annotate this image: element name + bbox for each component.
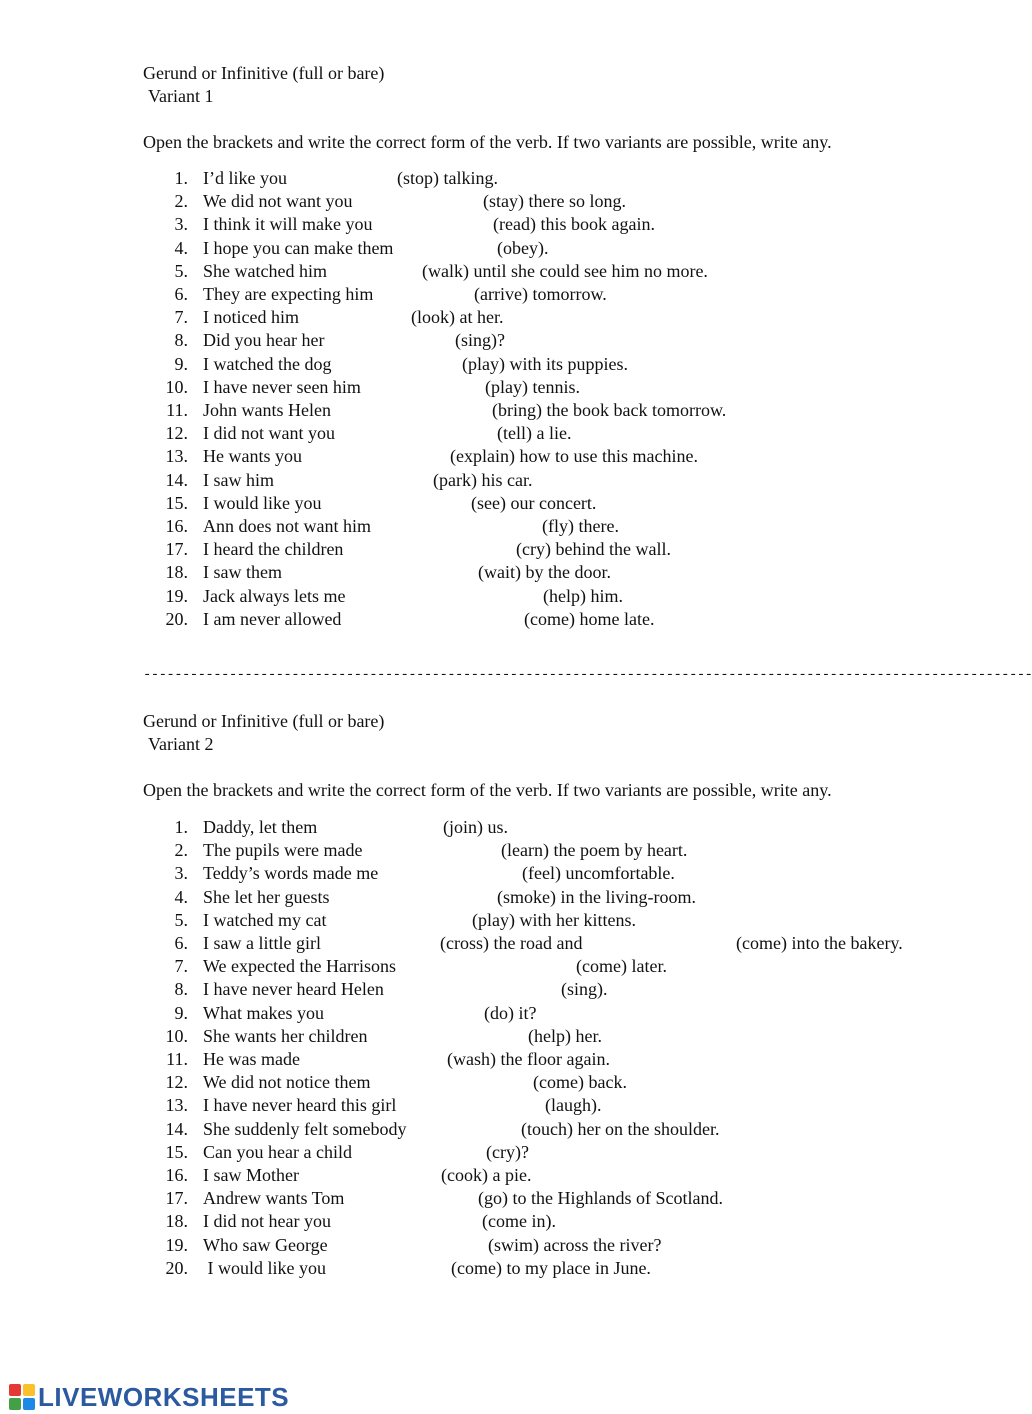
item-verb-prompt: (fly) there. [542, 516, 619, 536]
item-stem: I have never seen him [203, 377, 361, 397]
item-stem: What makes you [203, 1003, 324, 1023]
item-stem: Daddy, let them [203, 817, 318, 837]
item-number: 19. [165, 1235, 188, 1255]
item-verb-prompt-2: (come) into the bakery. [736, 933, 903, 953]
item-verb-prompt: (wait) by the door. [478, 562, 611, 582]
item-verb-prompt: (obey). [497, 238, 549, 258]
exercise-item [0, 1071, 1000, 1093]
exercise-item [0, 1210, 1000, 1232]
item-number: 11. [166, 400, 188, 420]
item-verb-prompt: (do) it? [484, 1003, 537, 1023]
item-verb-prompt: (sing)? [455, 330, 505, 350]
item-number: 14. [165, 1119, 188, 1139]
item-stem: Did you hear her [203, 330, 325, 350]
exercise-item [0, 422, 1000, 444]
exercise-item [0, 260, 1000, 282]
exercise-item [0, 469, 1000, 491]
item-stem: I have never heard Helen [203, 979, 384, 999]
item-stem: Teddy’s words made me [203, 863, 379, 883]
item-number: 8. [174, 330, 188, 350]
item-verb-prompt: (walk) until she could see him no more. [422, 261, 708, 281]
worksheet-title-variant-2: Gerund or Infinitive (full or bare) [143, 711, 385, 731]
exercise-item [0, 190, 1000, 212]
item-stem: I would like you [203, 493, 322, 513]
item-number: 12. [165, 1072, 188, 1092]
item-verb-prompt: (swim) across the river? [488, 1235, 662, 1255]
item-verb-prompt: (play) tennis. [485, 377, 580, 397]
item-number: 20. [165, 609, 188, 629]
exercise-item [0, 213, 1000, 235]
item-number: 2. [174, 840, 188, 860]
item-verb-prompt: (touch) her on the shoulder. [521, 1119, 720, 1139]
instruction-variant-2: Open the brackets and write the correct form of the verb. If two variants are possible, write any. [143, 780, 832, 800]
item-stem: She let her guests [203, 887, 330, 907]
exercise-item [0, 306, 1000, 328]
item-number: 4. [174, 238, 188, 258]
exercise-item [0, 237, 1000, 259]
item-verb-prompt: (play) with her kittens. [472, 910, 636, 930]
item-stem: John wants Helen [203, 400, 331, 420]
item-verb-prompt: (cross) the road and [440, 933, 583, 953]
item-verb-prompt: (sing). [561, 979, 608, 999]
exercise-item [0, 909, 1000, 931]
item-verb-prompt: (cry) behind the wall. [516, 539, 671, 559]
exercise-item [0, 1048, 1000, 1070]
item-stem: Andrew wants Tom [203, 1188, 345, 1208]
item-stem: She suddenly felt somebody [203, 1119, 407, 1139]
item-number: 7. [174, 307, 188, 327]
exercise-item [0, 1025, 1000, 1047]
instruction-variant-1: Open the brackets and write the correct form of the verb. If two variants are possible, write any. [143, 132, 832, 152]
item-verb-prompt: (smoke) in the living-room. [497, 887, 696, 907]
item-stem: He wants you [203, 446, 302, 466]
item-number: 16. [165, 1165, 188, 1185]
item-verb-prompt: (look) at her. [411, 307, 504, 327]
item-stem: I hope you can make them [203, 238, 394, 258]
item-number: 11. [166, 1049, 188, 1069]
item-stem: He was made [203, 1049, 300, 1069]
item-number: 5. [174, 910, 188, 930]
item-stem: I saw them [203, 562, 282, 582]
item-number: 5. [174, 261, 188, 281]
item-verb-prompt: (come) to my place in June. [451, 1258, 651, 1278]
exercise-item [0, 1234, 1000, 1256]
item-verb-prompt: (cook) a pie. [441, 1165, 532, 1185]
item-number: 1. [174, 817, 188, 837]
item-verb-prompt: (come) home late. [524, 609, 655, 629]
item-stem: I think it will make you [203, 214, 373, 234]
exercise-item [0, 492, 1000, 514]
exercise-item [0, 1118, 1000, 1140]
item-number: 19. [165, 586, 188, 606]
variant-label-2: Variant 2 [148, 734, 214, 754]
item-verb-prompt: (read) this book again. [493, 214, 655, 234]
item-verb-prompt: (cry)? [486, 1142, 529, 1162]
item-verb-prompt: (laugh). [545, 1095, 602, 1115]
exercise-item [0, 816, 1000, 838]
item-stem: Jack always lets me [203, 586, 346, 606]
worksheet-title-variant-1: Gerund or Infinitive (full or bare) [143, 63, 385, 83]
section-divider: ------------------------------------------------------------------------------------------------------------------ [143, 667, 1032, 683]
item-number: 16. [165, 516, 188, 536]
item-verb-prompt: (go) to the Highlands of Scotland. [478, 1188, 723, 1208]
item-number: 10. [165, 1026, 188, 1046]
item-stem: Who saw George [203, 1235, 328, 1255]
item-verb-prompt: (learn) the poem by heart. [501, 840, 688, 860]
item-verb-prompt: (help) her. [528, 1026, 602, 1046]
item-stem: I am never allowed [203, 609, 342, 629]
exercise-item [0, 399, 1000, 421]
item-number: 15. [165, 493, 188, 513]
item-stem: I’d like you [203, 168, 287, 188]
item-stem: She wants her children [203, 1026, 368, 1046]
item-verb-prompt: (see) our concert. [471, 493, 597, 513]
exercise-item [0, 561, 1000, 583]
item-number: 4. [174, 887, 188, 907]
item-stem: She watched him [203, 261, 327, 281]
exercise-item [0, 955, 1000, 977]
item-verb-prompt: (come) later. [576, 956, 667, 976]
item-number: 3. [174, 214, 188, 234]
exercise-item [0, 1002, 1000, 1024]
item-stem: We did not want you [203, 191, 353, 211]
exercise-item [0, 608, 1000, 630]
exercise-item [0, 1094, 1000, 1116]
item-verb-prompt: (stay) there so long. [483, 191, 626, 211]
item-number: 15. [165, 1142, 188, 1162]
logo-text: LIVEWORKSHEETS [38, 1381, 290, 1412]
exercise-item [0, 1257, 1000, 1279]
item-stem: I watched my cat [203, 910, 327, 930]
exercise-item [0, 329, 1000, 351]
exercise-item [0, 839, 1000, 861]
exercise-item [0, 1141, 1000, 1163]
item-verb-prompt: (bring) the book back tomorrow. [492, 400, 727, 420]
item-number: 17. [165, 1188, 188, 1208]
item-verb-prompt: (tell) a lie. [497, 423, 572, 443]
item-number: 13. [165, 446, 188, 466]
item-stem: I have never heard this girl [203, 1095, 397, 1115]
item-stem: We expected the Harrisons [203, 956, 396, 976]
item-stem: I would like you [203, 1258, 326, 1278]
exercise-item [0, 1187, 1000, 1209]
item-number: 2. [174, 191, 188, 211]
exercise-item [0, 932, 1000, 954]
item-number: 1. [174, 168, 188, 188]
item-stem: I saw a little girl [203, 933, 321, 953]
liveworksheets-logo-icon [8, 1383, 36, 1411]
item-number: 13. [165, 1095, 188, 1115]
item-stem: I saw him [203, 470, 274, 490]
exercise-item [0, 1164, 1000, 1186]
item-number: 9. [174, 1003, 188, 1023]
item-verb-prompt: (arrive) tomorrow. [474, 284, 607, 304]
item-number: 14. [165, 470, 188, 490]
item-verb-prompt: (park) his car. [433, 470, 533, 490]
exercise-item [0, 886, 1000, 908]
variant-label-1: Variant 1 [148, 86, 214, 106]
exercise-item [0, 376, 1000, 398]
item-number: 20. [165, 1258, 188, 1278]
item-stem: Can you hear a child [203, 1142, 352, 1162]
item-verb-prompt: (stop) talking. [397, 168, 498, 188]
item-stem: I heard the children [203, 539, 344, 559]
exercise-item [0, 353, 1000, 375]
item-stem: I watched the dog [203, 354, 332, 374]
item-verb-prompt: (explain) how to use this machine. [450, 446, 698, 466]
item-verb-prompt: (help) him. [543, 586, 623, 606]
item-verb-prompt: (come in). [482, 1211, 556, 1231]
item-stem: I did not hear you [203, 1211, 331, 1231]
item-number: 9. [174, 354, 188, 374]
item-number: 17. [165, 539, 188, 559]
item-stem: The pupils were made [203, 840, 363, 860]
item-stem: They are expecting him [203, 284, 374, 304]
item-number: 6. [174, 933, 188, 953]
item-number: 3. [174, 863, 188, 883]
item-stem: We did not notice them [203, 1072, 371, 1092]
item-number: 18. [165, 1211, 188, 1231]
item-stem: I saw Mother [203, 1165, 299, 1185]
liveworksheets-logo [8, 1380, 289, 1414]
item-verb-prompt: (join) us. [443, 817, 508, 837]
item-number: 7. [174, 956, 188, 976]
exercise-item [0, 445, 1000, 467]
item-number: 10. [165, 377, 188, 397]
exercise-item [0, 283, 1000, 305]
exercise-item [0, 862, 1000, 884]
item-number: 8. [174, 979, 188, 999]
item-number: 6. [174, 284, 188, 304]
exercise-item [0, 167, 1000, 189]
item-verb-prompt: (feel) uncomfortable. [522, 863, 675, 883]
item-verb-prompt: (wash) the floor again. [447, 1049, 610, 1069]
item-verb-prompt: (come) back. [533, 1072, 627, 1092]
item-number: 18. [165, 562, 188, 582]
item-verb-prompt: (play) with its puppies. [462, 354, 628, 374]
exercise-item [0, 585, 1000, 607]
exercise-item [0, 978, 1000, 1000]
item-stem: I noticed him [203, 307, 299, 327]
item-stem: Ann does not want him [203, 516, 371, 536]
item-number: 12. [165, 423, 188, 443]
item-stem: I did not want you [203, 423, 335, 443]
exercise-item [0, 538, 1000, 560]
exercise-item [0, 515, 1000, 537]
